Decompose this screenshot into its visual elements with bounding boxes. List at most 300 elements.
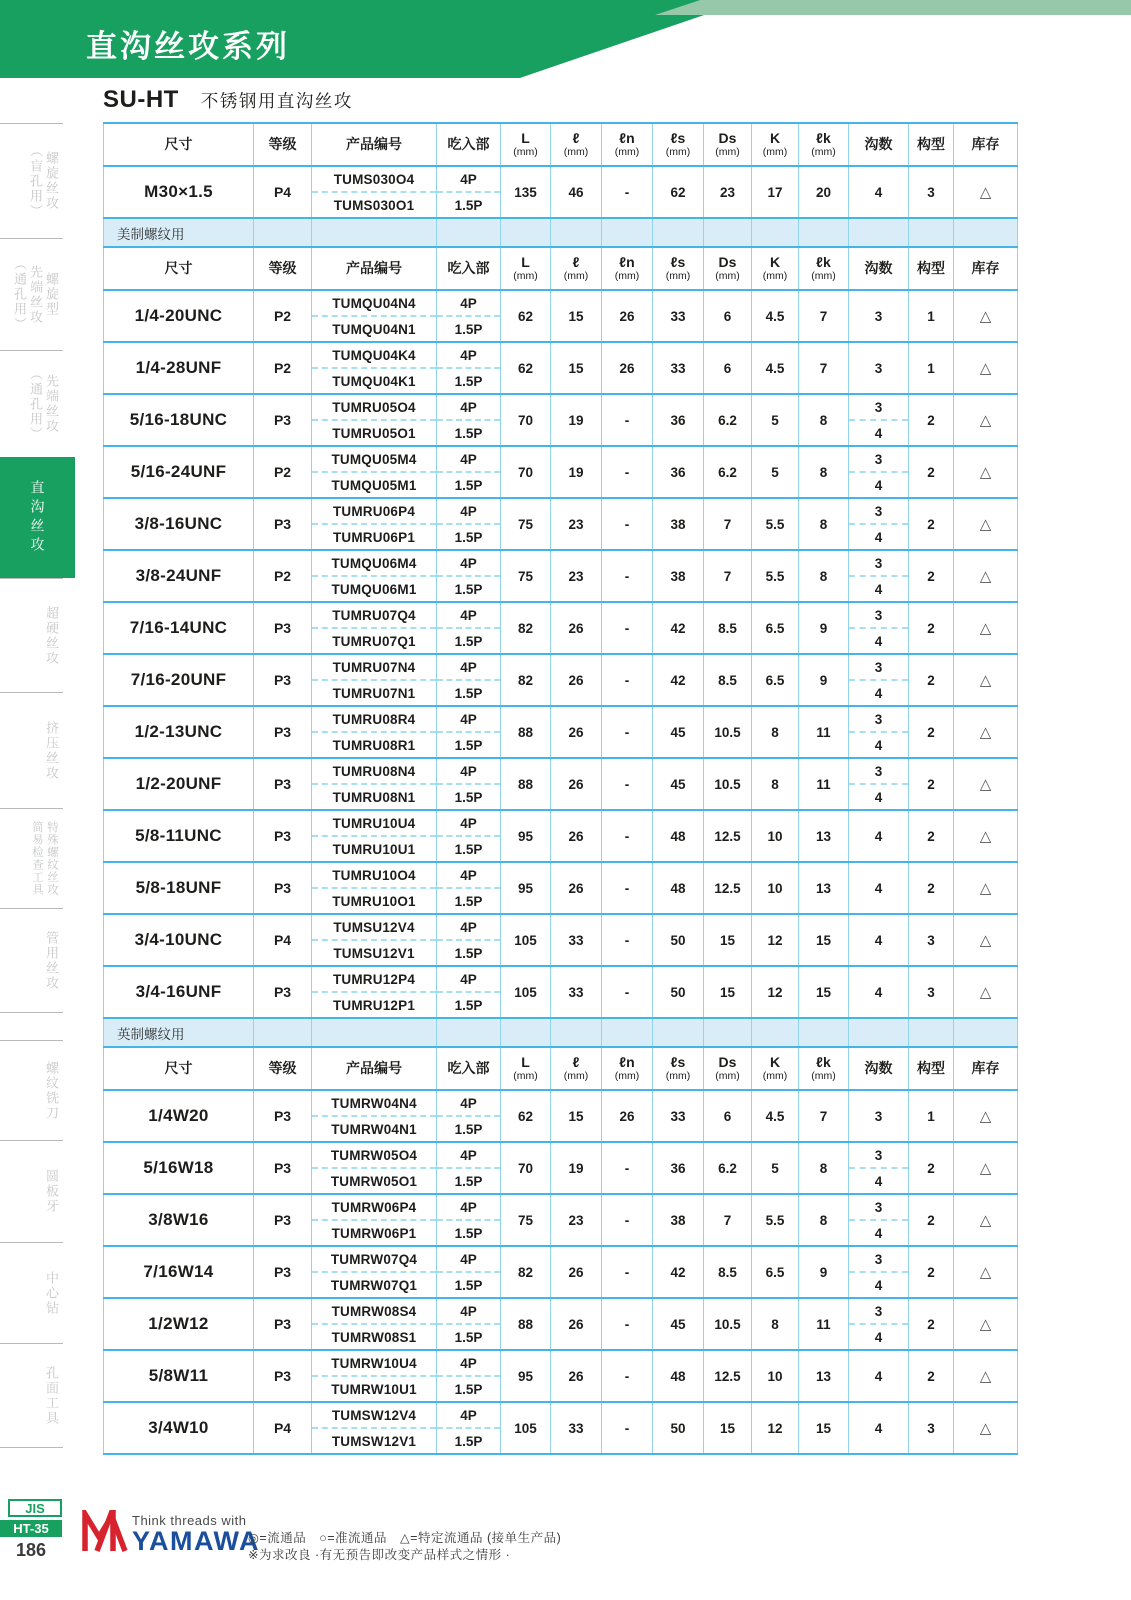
product-code-value: TUMRU07Q4 xyxy=(312,603,436,629)
flutes-cell-value: 3 xyxy=(849,655,908,681)
product-code-value: TUMRU07N1 xyxy=(332,685,416,701)
section-cell xyxy=(500,219,550,246)
section-cell xyxy=(798,1019,848,1046)
column-header xyxy=(550,248,601,289)
value-cell-ln: - xyxy=(601,603,652,653)
value-cell-Ds: 15 xyxy=(703,967,751,1017)
flutes-cell: 3 xyxy=(848,1091,908,1141)
spec-table xyxy=(103,122,1018,1455)
value-cell-lk: 8 xyxy=(798,447,848,497)
column-header-label: ℓk xyxy=(816,254,831,271)
value-cell-lk: 8 xyxy=(798,395,848,445)
form-cell: 2 xyxy=(908,1299,953,1349)
flutes-cell-value: 4 xyxy=(874,789,883,805)
chamfer-cell-value: 4P xyxy=(437,1403,500,1429)
column-header-label: ℓ xyxy=(572,1054,580,1071)
value-cell-l: 33 xyxy=(550,1403,601,1453)
section-cell xyxy=(500,1019,550,1046)
value-cell-l: 33 xyxy=(550,967,601,1017)
chamfer-cell xyxy=(436,1351,500,1401)
value-cell-K: 10 xyxy=(751,1351,798,1401)
chamfer-cell xyxy=(436,1299,500,1349)
chamfer-cell-value: 4P xyxy=(437,915,500,941)
value-cell-ln: - xyxy=(601,447,652,497)
value-cell-lk: 20 xyxy=(798,167,848,217)
flutes-cell-value: 4 xyxy=(874,425,883,441)
grade-cell: P3 xyxy=(253,395,311,445)
column-header xyxy=(500,248,550,289)
product-code-value: TUMRU08N1 xyxy=(332,789,416,805)
value-cell-l: 33 xyxy=(550,915,601,965)
table-row xyxy=(103,341,1018,393)
value-cell-lk: 7 xyxy=(798,343,848,393)
form-cell: 2 xyxy=(908,395,953,445)
value-cell-l: 15 xyxy=(550,291,601,341)
chamfer-cell xyxy=(436,811,500,861)
value-cell-l: 26 xyxy=(550,811,601,861)
page-title: 直沟丝攻系列 xyxy=(86,29,290,64)
product-code-value: TUMRW07Q4 xyxy=(312,1247,436,1273)
flutes-cell xyxy=(848,707,908,757)
product-code xyxy=(311,655,436,705)
value-cell-L: 62 xyxy=(500,343,550,393)
chamfer-cell-value: 4P xyxy=(437,655,500,681)
form-cell: 2 xyxy=(908,863,953,913)
column-header-label: ℓs xyxy=(670,130,686,147)
chamfer-cell-value: 1.5P xyxy=(454,373,483,389)
section-cell xyxy=(751,1019,798,1046)
chamfer-cell-value: 1.5P xyxy=(454,1433,483,1449)
column-header-label: 产品编号 xyxy=(346,136,402,153)
flutes-cell xyxy=(848,603,908,653)
table-row xyxy=(103,289,1018,341)
value-cell-ls: 36 xyxy=(652,447,703,497)
column-header-unit: (mm) xyxy=(762,269,788,282)
value-cell-L: 88 xyxy=(500,1299,550,1349)
sidebar-item-11[interactable] xyxy=(0,1343,63,1447)
value-cell-lk: 15 xyxy=(798,967,848,1017)
flutes-cell xyxy=(848,395,908,445)
size-cell: 3/4-10UNC xyxy=(103,915,253,965)
yamawa-logo xyxy=(82,1510,260,1554)
stock-symbol: △ xyxy=(953,343,1018,393)
section-cell xyxy=(652,1019,703,1046)
sidebar-item-9[interactable] xyxy=(0,1140,63,1242)
sidebar-item-label: 挤压丝攻 xyxy=(44,720,59,781)
chamfer-cell xyxy=(436,499,500,549)
sidebar-item-label: 中心钻 xyxy=(44,1270,59,1316)
value-cell-lk: 8 xyxy=(798,1143,848,1193)
value-cell-K: 12 xyxy=(751,967,798,1017)
grade-cell: P4 xyxy=(253,1403,311,1453)
value-cell-L: 105 xyxy=(500,1403,550,1453)
grade-cell: P3 xyxy=(253,967,311,1017)
sidebar-item-1[interactable] xyxy=(0,238,63,350)
product-code xyxy=(311,1351,436,1401)
value-cell-Ds: 7 xyxy=(703,1195,751,1245)
chamfer-cell-value: 1.5P xyxy=(454,789,483,805)
product-code-value: TUMRU06P4 xyxy=(312,499,436,525)
flutes-cell xyxy=(848,1299,908,1349)
product-code-value: TUMRU10O4 xyxy=(312,863,436,889)
column-header xyxy=(703,1048,751,1089)
sidebar-item-label: 先端丝攻 xyxy=(28,264,43,325)
value-cell-ln: - xyxy=(601,1403,652,1453)
size-cell: 3/8-16UNC xyxy=(103,499,253,549)
size-cell: 5/16-18UNC xyxy=(103,395,253,445)
value-cell-l: 23 xyxy=(550,499,601,549)
column-header-unit: (mm) xyxy=(762,145,788,158)
section-cell xyxy=(908,219,953,246)
grade-cell: P3 xyxy=(253,759,311,809)
value-cell-L: 70 xyxy=(500,395,550,445)
column-header-label: Ds xyxy=(718,1054,737,1071)
value-cell-ls: 33 xyxy=(652,1091,703,1141)
logo-name: YAMAWA xyxy=(132,1526,261,1556)
chamfer-cell xyxy=(436,447,500,497)
flutes-cell-value: 4 xyxy=(874,477,883,493)
value-cell-Ds: 10.5 xyxy=(703,1299,751,1349)
flutes-cell xyxy=(848,499,908,549)
chamfer-cell-value: 4P xyxy=(437,499,500,525)
product-code-value: TUMRU05O1 xyxy=(332,425,416,441)
value-cell-K: 10 xyxy=(751,811,798,861)
product-code-value: TUMRU08R4 xyxy=(312,707,436,733)
value-cell-l: 23 xyxy=(550,1195,601,1245)
table-header-row xyxy=(103,1046,1018,1089)
table-row xyxy=(103,549,1018,601)
sidebar-item-8[interactable] xyxy=(0,1040,63,1140)
column-header-label: 等级 xyxy=(268,1060,297,1077)
column-header xyxy=(848,1048,908,1089)
product-code-value: TUMQU06M4 xyxy=(312,551,436,577)
table-row xyxy=(103,965,1018,1017)
value-cell-L: 62 xyxy=(500,291,550,341)
value-cell-L: 70 xyxy=(500,1143,550,1193)
flutes-cell-value: 4 xyxy=(874,685,883,701)
column-header xyxy=(601,248,652,289)
grade-cell: P4 xyxy=(253,167,311,217)
flutes-cell xyxy=(848,551,908,601)
form-cell: 2 xyxy=(908,707,953,757)
product-code xyxy=(311,1403,436,1453)
value-cell-ln: 26 xyxy=(601,291,652,341)
value-cell-ln: - xyxy=(601,167,652,217)
chamfer-cell xyxy=(436,167,500,217)
sidebar-item-label: 螺旋型 xyxy=(44,272,59,317)
column-header xyxy=(436,248,500,289)
section-cell xyxy=(908,1019,953,1046)
series-subtitle xyxy=(103,86,353,114)
product-code xyxy=(311,1299,436,1349)
value-cell-l: 26 xyxy=(550,1351,601,1401)
product-code xyxy=(311,499,436,549)
sidebar-item-label: 特殊螺纹丝攻 xyxy=(46,821,58,896)
grade-cell: P3 xyxy=(253,603,311,653)
flutes-cell-value: 3 xyxy=(849,499,908,525)
product-code-value: TUMSW12V4 xyxy=(312,1403,436,1429)
chamfer-cell-value: 4P xyxy=(437,1299,500,1325)
sidebar-divider xyxy=(0,1012,63,1013)
product-code-value: TUMRW10U4 xyxy=(312,1351,436,1377)
chamfer-cell xyxy=(436,551,500,601)
flutes-cell: 4 xyxy=(848,1403,908,1453)
chamfer-cell xyxy=(436,395,500,445)
product-code-value: TUMSU12V4 xyxy=(312,915,436,941)
value-cell-K: 8 xyxy=(751,1299,798,1349)
value-cell-Ds: 10.5 xyxy=(703,707,751,757)
flutes-cell-value: 4 xyxy=(874,581,883,597)
table-row xyxy=(103,601,1018,653)
column-header-unit: (mm) xyxy=(513,1069,538,1082)
grade-cell: P3 xyxy=(253,863,311,913)
column-header-label: 等级 xyxy=(268,136,297,153)
value-cell-Ds: 8.5 xyxy=(703,655,751,705)
grade-cell: P3 xyxy=(253,499,311,549)
column-header-unit: (mm) xyxy=(614,269,640,282)
column-header-label: 构型 xyxy=(917,136,945,153)
column-header-label: ℓk xyxy=(816,1054,831,1071)
column-header-label: ℓs xyxy=(670,254,686,271)
product-code-value: TUMS030O1 xyxy=(333,197,415,213)
value-cell-ls: 50 xyxy=(652,915,703,965)
sidebar-item-7[interactable] xyxy=(0,908,63,1012)
product-code-value: TUMRU07Q1 xyxy=(332,633,416,649)
value-cell-ln: 26 xyxy=(601,1091,652,1141)
product-code-value: TUMRW10U1 xyxy=(331,1381,417,1397)
form-cell: 2 xyxy=(908,447,953,497)
flutes-cell-value: 3 xyxy=(849,1143,908,1169)
flutes-cell: 4 xyxy=(848,167,908,217)
chamfer-cell-value: 1.5P xyxy=(454,997,483,1013)
value-cell-K: 5 xyxy=(751,447,798,497)
value-cell-l: 19 xyxy=(550,395,601,445)
chamfer-cell-value: 1.5P xyxy=(454,1173,483,1189)
value-cell-l: 19 xyxy=(550,447,601,497)
sidebar-item-10[interactable] xyxy=(0,1242,63,1343)
column-header xyxy=(953,1048,1018,1089)
yamawa-logo-mark xyxy=(82,1510,128,1554)
sidebar-item-label: 螺纹铣刀 xyxy=(44,1060,59,1121)
value-cell-K: 17 xyxy=(751,167,798,217)
size-cell: 1/4-28UNF xyxy=(103,343,253,393)
form-cell: 1 xyxy=(908,343,953,393)
product-code xyxy=(311,1143,436,1193)
section-cell xyxy=(751,219,798,246)
column-header-label: 库存 xyxy=(971,1060,1000,1077)
sidebar-item-label: 先端丝攻 xyxy=(44,374,59,434)
form-cell: 3 xyxy=(908,167,953,217)
product-code-value: TUMRW08S1 xyxy=(331,1329,417,1345)
stock-symbol: △ xyxy=(953,655,1018,705)
value-cell-ls: 42 xyxy=(652,655,703,705)
section-cell xyxy=(798,219,848,246)
product-code xyxy=(311,603,436,653)
value-cell-K: 12 xyxy=(751,1403,798,1453)
column-header xyxy=(601,124,652,165)
chamfer-cell-value: 1.5P xyxy=(454,893,483,909)
value-cell-ln: - xyxy=(601,707,652,757)
page-number: 186 xyxy=(15,1540,47,1560)
value-cell-lk: 15 xyxy=(798,1403,848,1453)
section-cell xyxy=(652,219,703,246)
column-header-label: 沟数 xyxy=(864,136,893,153)
value-cell-l: 23 xyxy=(550,551,601,601)
table-row xyxy=(103,445,1018,497)
sidebar-item-0[interactable] xyxy=(0,123,63,238)
product-code xyxy=(311,551,436,601)
column-header-label: ℓs xyxy=(670,1054,686,1071)
sidebar-item-2[interactable] xyxy=(0,350,63,457)
column-header-label: 库存 xyxy=(971,260,1000,277)
column-header-label: 库存 xyxy=(971,136,1000,153)
value-cell-l: 26 xyxy=(550,707,601,757)
value-cell-K: 8 xyxy=(751,707,798,757)
chamfer-cell-value: 4P xyxy=(437,1143,500,1169)
chamfer-cell xyxy=(436,655,500,705)
column-header xyxy=(953,248,1018,289)
chamfer-cell-value: 4P xyxy=(437,343,500,369)
sidebar-item-4[interactable] xyxy=(0,578,63,692)
product-code xyxy=(311,1247,436,1297)
value-cell-Ds: 6.2 xyxy=(703,447,751,497)
grade-cell: P3 xyxy=(253,655,311,705)
product-code xyxy=(311,915,436,965)
product-code xyxy=(311,343,436,393)
product-code xyxy=(311,167,436,217)
column-header xyxy=(550,124,601,165)
value-cell-L: 105 xyxy=(500,915,550,965)
value-cell-lk: 9 xyxy=(798,655,848,705)
column-header-label: 沟数 xyxy=(864,1060,893,1077)
column-header-label: L xyxy=(521,254,530,271)
value-cell-lk: 11 xyxy=(798,707,848,757)
column-header xyxy=(798,248,848,289)
value-cell-Ds: 6 xyxy=(703,343,751,393)
product-code-value: TUMRW04N4 xyxy=(312,1091,436,1117)
chamfer-cell xyxy=(436,343,500,393)
column-header xyxy=(500,124,550,165)
chamfer-cell-value: 1.5P xyxy=(454,529,483,545)
stock-symbol: △ xyxy=(953,291,1018,341)
product-code-value: TUMQU04K1 xyxy=(332,373,416,389)
chamfer-cell xyxy=(436,759,500,809)
form-cell: 2 xyxy=(908,1195,953,1245)
chamfer-cell-value: 1.5P xyxy=(454,1381,483,1397)
sidebar-item-5[interactable] xyxy=(0,692,63,808)
value-cell-L: 75 xyxy=(500,551,550,601)
sidebar-divider xyxy=(0,1447,63,1448)
value-cell-K: 5.5 xyxy=(751,499,798,549)
product-code-value: TUMRU08N4 xyxy=(312,759,436,785)
value-cell-L: 82 xyxy=(500,655,550,705)
product-code-value: TUMRW08S4 xyxy=(312,1299,436,1325)
ht-35-badge: HT-35 xyxy=(0,1520,62,1537)
value-cell-Ds: 6 xyxy=(703,291,751,341)
section-cell xyxy=(953,219,1018,246)
sidebar-item-label: 直沟丝攻 xyxy=(29,479,46,556)
flutes-cell-value: 3 xyxy=(849,395,908,421)
column-header-label: 沟数 xyxy=(864,260,893,277)
logo-text xyxy=(132,1510,260,1554)
chamfer-cell xyxy=(436,1195,500,1245)
chamfer-cell xyxy=(436,603,500,653)
product-code-value: TUMRU10U4 xyxy=(312,811,436,837)
flutes-cell xyxy=(848,1143,908,1193)
top-accent-strip xyxy=(655,0,1131,15)
stock-symbol: △ xyxy=(953,167,1018,217)
value-cell-ln: - xyxy=(601,499,652,549)
value-cell-ls: 42 xyxy=(652,1247,703,1297)
form-cell: 2 xyxy=(908,811,953,861)
column-header-label: K xyxy=(769,1054,781,1071)
value-cell-ln: - xyxy=(601,863,652,913)
value-cell-Ds: 8.5 xyxy=(703,603,751,653)
column-header-label: Ds xyxy=(718,130,737,147)
chamfer-cell-value: 4P xyxy=(437,1195,500,1221)
chamfer-cell-value: 4P xyxy=(437,863,500,889)
form-cell: 1 xyxy=(908,1091,953,1141)
column-header xyxy=(908,124,953,165)
value-cell-K: 4.5 xyxy=(751,343,798,393)
column-header xyxy=(798,1048,848,1089)
column-header-label: K xyxy=(769,254,781,271)
column-header xyxy=(751,248,798,289)
chamfer-cell-value: 1.5P xyxy=(454,685,483,701)
value-cell-Ds: 10.5 xyxy=(703,759,751,809)
column-header-label: ℓ xyxy=(572,130,580,147)
stock-symbol: △ xyxy=(953,707,1018,757)
value-cell-Ds: 12.5 xyxy=(703,1351,751,1401)
column-header-label: 构型 xyxy=(917,1060,945,1077)
value-cell-Ds: 15 xyxy=(703,1403,751,1453)
sidebar-item-6[interactable] xyxy=(0,808,63,908)
chamfer-cell-value: 1.5P xyxy=(454,477,483,493)
sidebar-item-3[interactable] xyxy=(0,457,75,578)
column-header xyxy=(798,124,848,165)
product-code-value: TUMRU10U1 xyxy=(332,841,416,857)
value-cell-K: 5.5 xyxy=(751,1195,798,1245)
column-header-unit: (mm) xyxy=(665,145,691,158)
chamfer-cell-value: 1.5P xyxy=(454,633,483,649)
product-code xyxy=(311,863,436,913)
product-code xyxy=(311,967,436,1017)
value-cell-l: 26 xyxy=(550,863,601,913)
column-header-unit: (mm) xyxy=(614,145,640,158)
value-cell-l: 26 xyxy=(550,603,601,653)
flutes-cell: 3 xyxy=(848,343,908,393)
column-header-label: 产品编号 xyxy=(346,1060,402,1077)
product-code-value: TUMQU04K4 xyxy=(312,343,436,369)
value-cell-L: 75 xyxy=(500,1195,550,1245)
value-cell-ln: - xyxy=(601,395,652,445)
column-header-label: 产品编号 xyxy=(346,260,402,277)
value-cell-Ds: 8.5 xyxy=(703,1247,751,1297)
value-cell-Ds: 6.2 xyxy=(703,1143,751,1193)
value-cell-lk: 8 xyxy=(798,499,848,549)
value-cell-l: 26 xyxy=(550,655,601,705)
value-cell-ln: - xyxy=(601,1143,652,1193)
chamfer-cell-value: 1.5P xyxy=(454,321,483,337)
value-cell-l: 46 xyxy=(550,167,601,217)
value-cell-L: 88 xyxy=(500,759,550,809)
sidebar-item-label: （通孔用） xyxy=(28,366,43,442)
stock-symbol: △ xyxy=(953,551,1018,601)
column-header-label: L xyxy=(521,130,530,147)
chamfer-cell xyxy=(436,863,500,913)
product-code-value: TUMRW05O1 xyxy=(330,1173,418,1189)
product-code-value: TUMQU04N1 xyxy=(332,321,416,337)
